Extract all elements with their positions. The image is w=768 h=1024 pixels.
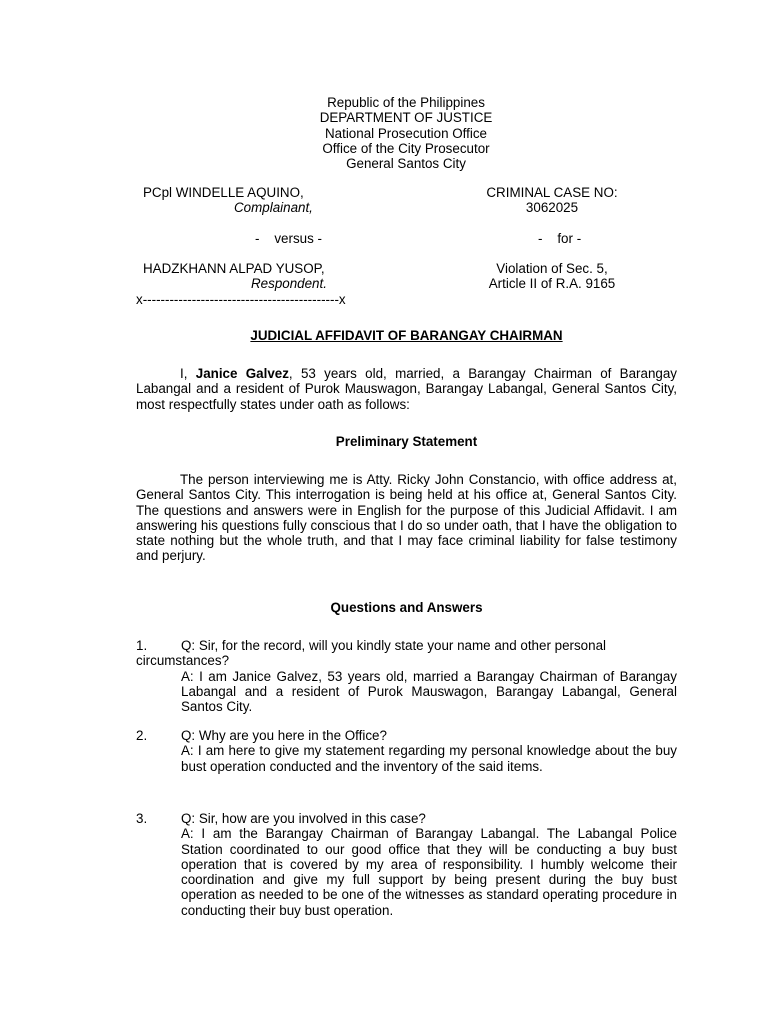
qa-number: 1. — [136, 638, 148, 653]
qa-number: 3. — [136, 811, 148, 826]
affiant-name: Janice Galvez — [195, 366, 289, 381]
versus-label: - versus - — [255, 231, 322, 246]
complainant-label: Complainant, — [234, 200, 313, 215]
for-label: - for - — [538, 231, 582, 246]
header-department: DEPARTMENT OF JUSTICE — [319, 110, 493, 126]
header-republic: Republic of the Philippines — [327, 95, 485, 110]
qa-question: Q: Why are you here in the Office? — [181, 728, 387, 743]
intro-prefix: I, — [180, 366, 196, 381]
header-npo: National Prosecution Office — [324, 125, 487, 141]
qa-item-2 — [136, 728, 677, 774]
qa-answer: A: I am the Barangay Chairman of Barangay Labangal. The Labangal Police Station coordinated to our good office that they will be conducting a buy bust operation that is covered by my area of responsibility. I humbly welcome their coordination and give my full support by being present during the buy bust operation as needed to be one of the witnesses as standard operating procedure in conducting their buy bust operation. — [181, 826, 677, 918]
header-ocp: Office of the City Prosecutor — [322, 140, 490, 156]
intro-paragraph — [136, 366, 677, 412]
document-title-text: JUDICIAL AFFIDAVIT OF BARANGAY CHAIRMAN — [250, 328, 563, 343]
qa-number: 2. — [136, 728, 148, 743]
preliminary-paragraph: The person interviewing me is Atty. Ricky John Constancio, with office address at, General Santos City. This interrogation is being held at his office at, General Santos City. The questions and answers were in English for the purpose of this Judicial Affidavit. I am answering his questions fully conscious that I do so under oath, that I have the obligation to state nothing but the whole truth, and that I may face criminal liability for false testimony and perjury. — [136, 472, 677, 564]
violation-line1: Violation of Sec. 5, — [496, 261, 608, 276]
intro-rest: , 53 years old, married, a Barangay Chairman of Barangay Labangal and a resident of Purok Mauswagon, Barangay Labangal, General Santos City, most respectfully states under oath as follows: — [136, 366, 677, 412]
header-block — [256, 95, 556, 171]
case-number-block — [452, 185, 652, 216]
qa-heading: Questions and Answers — [330, 600, 483, 615]
violation-line2: Article II of R.A. 9165 — [488, 276, 616, 292]
document-title — [136, 328, 677, 343]
respondent-label: Respondent. — [251, 276, 327, 291]
qa-question-continued: circumstances? — [136, 653, 230, 669]
qa-question: Q: Sir, for the record, will you kindly state your name and other personal — [181, 638, 606, 653]
case-no-value: 3062025 — [525, 200, 579, 216]
preliminary-heading: Preliminary Statement — [335, 434, 478, 449]
header-city: General Santos City — [346, 156, 466, 172]
qa-question: Q: Sir, how are you involved in this case? — [181, 811, 426, 826]
violation-block — [452, 261, 652, 292]
qa-answer: A: I am Janice Galvez, 53 years old, married a Barangay Chairman of Barangay Labangal and a resident of Purok Mauswagon, Barangay Labangal, General Santos City. — [181, 668, 677, 715]
qa-item-3 — [136, 811, 677, 918]
caption-separator: x--------------------------------------------x — [136, 292, 346, 307]
case-no-label: CRIMINAL CASE NO: — [486, 185, 618, 200]
qa-answer: A: I am here to give my statement regarding my personal knowledge about the buy bust operation conducted and the inventory of the said items. — [181, 743, 677, 774]
complainant-name: PCpl WINDELLE AQUINO, — [143, 185, 304, 200]
qa-item-1 — [136, 638, 677, 714]
respondent-name: HADZKHANN ALPAD YUSOP, — [143, 261, 325, 276]
